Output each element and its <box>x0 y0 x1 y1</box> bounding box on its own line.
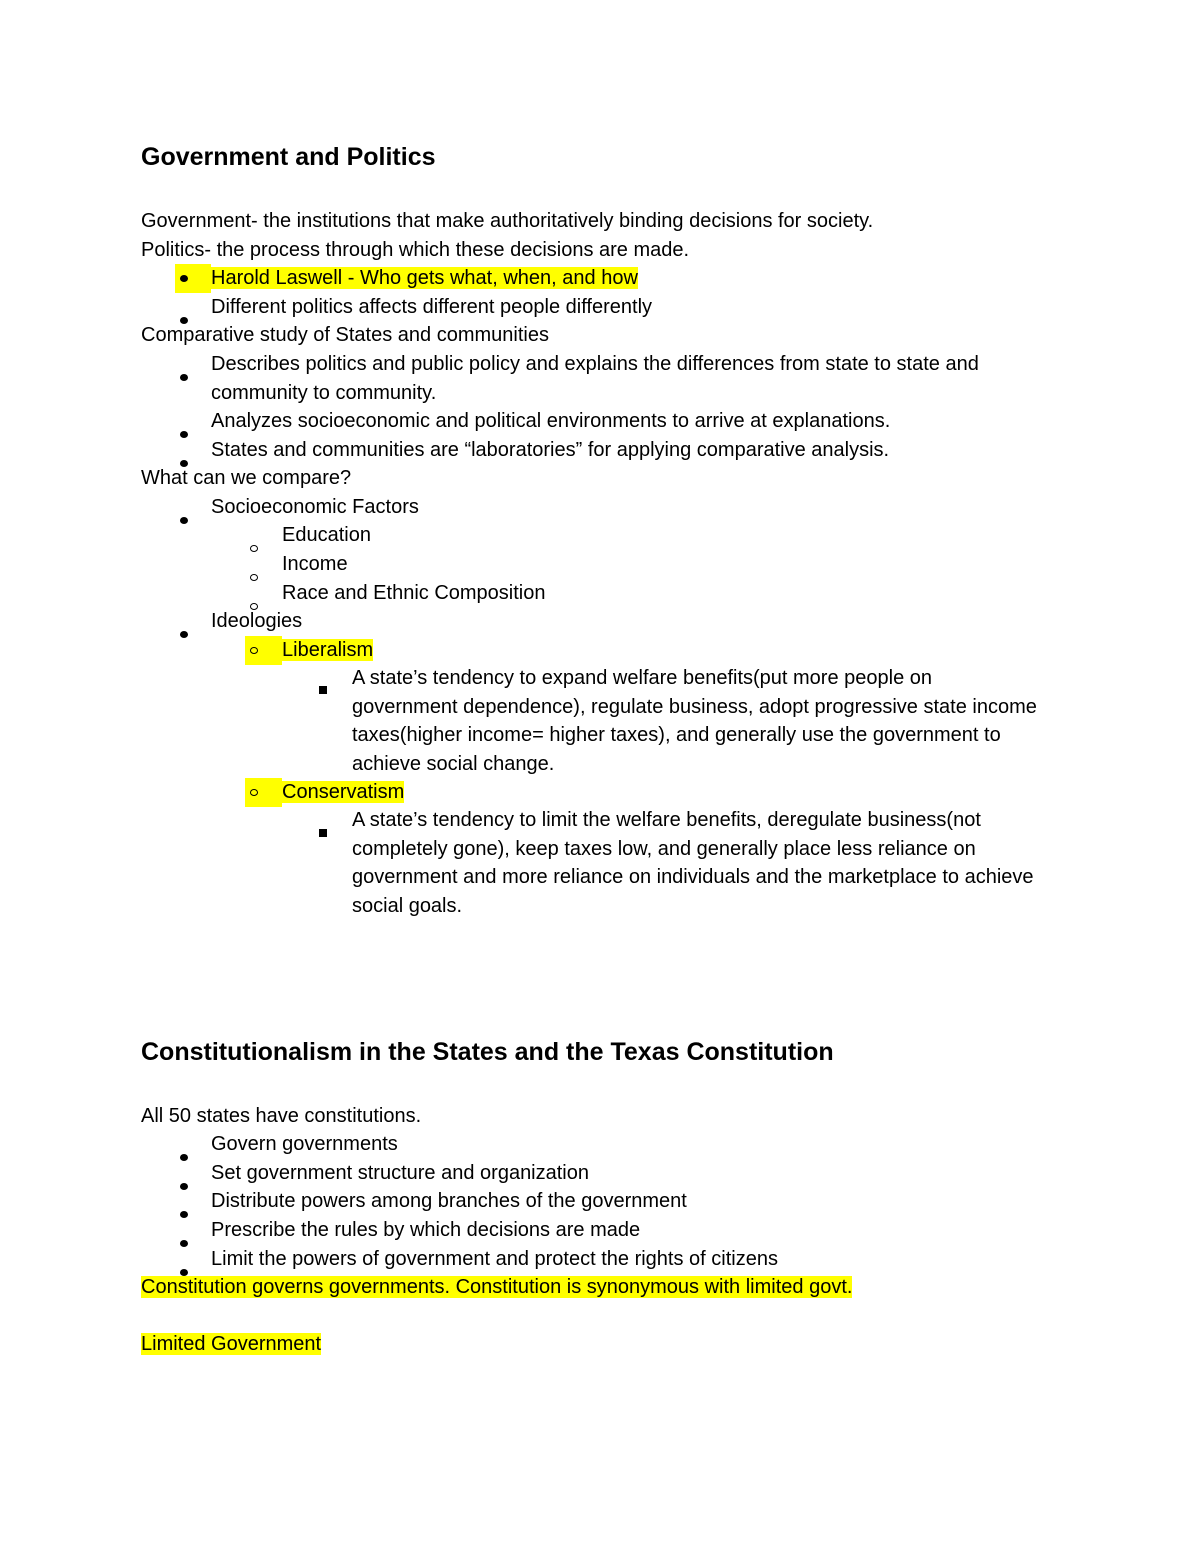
list-item: Govern governments <box>211 1133 398 1155</box>
disc-bullet-icon <box>180 1154 188 1161</box>
square-bullet-icon <box>319 829 327 837</box>
circle-bullet-icon <box>250 789 258 796</box>
bullet-marker <box>245 778 282 807</box>
sub-list-item: Education <box>282 524 371 546</box>
disc-bullet-icon <box>180 431 188 438</box>
bullet-marker <box>245 636 282 665</box>
comparative-heading: Comparative study of States and communities <box>141 324 549 346</box>
list-item: States and communities are “laboratories” for applying comparative analysis. <box>211 439 890 461</box>
definition-government: Government- the institutions that make authoritatively binding decisions for society. <box>141 210 874 232</box>
list-item: Socioeconomic Factors <box>211 496 419 518</box>
definition-politics: Politics- the process through which these decisions are made. <box>141 239 690 261</box>
sub-list-item: Race and Ethnic Composition <box>282 582 546 604</box>
highlight-statement <box>141 1273 852 1302</box>
disc-bullet-icon <box>180 631 188 638</box>
liberalism-description: A state’s tendency to expand welfare benefits(put more people on government dependence), regulate business, adopt progressive state income taxes(higher income= higher taxes), and generally use the government to achieve social change. <box>352 667 1037 775</box>
bullet-marker <box>250 561 258 590</box>
list-item: Analyzes socioeconomic and political environments to arrive at explanations. <box>211 410 891 432</box>
bullet-marker <box>180 1141 188 1170</box>
circle-bullet-icon <box>250 647 258 654</box>
bullet-marker <box>250 532 258 561</box>
sub-list-item: Income <box>282 553 348 575</box>
bullet-marker <box>180 504 188 533</box>
bullet-marker <box>180 1170 188 1199</box>
circle-bullet-icon <box>250 545 258 552</box>
list-item: Ideologies <box>211 610 303 632</box>
section-heading-constitutionalism: Constitutionalism in the States and the Texas Constitution <box>141 1038 834 1066</box>
bullet-marker <box>180 418 188 447</box>
conservatism-description: A state’s tendency to limit the welfare benefits, deregulate business(not completely gone), keep taxes low, and generally place less reliance on government and more reliance on individuals and the marketplace to achieve social goals. <box>352 809 1034 917</box>
square-bullet-icon <box>319 686 327 694</box>
bullet-marker <box>180 1198 188 1227</box>
compare-question: What can we compare? <box>141 467 352 489</box>
list-item: Distribute powers among branches of the government <box>211 1190 687 1212</box>
list-item-text-highlighted: Harold Laswell - Who gets what, when, and how <box>211 267 638 289</box>
list-item: Set government structure and organization <box>211 1162 589 1184</box>
bullet-marker <box>319 817 327 846</box>
disc-bullet-icon <box>180 1183 188 1190</box>
bullet-marker <box>319 674 327 703</box>
list-item: Prescribe the rules by which decisions are made <box>211 1219 641 1241</box>
liberalism-label: Liberalism <box>282 639 374 661</box>
list-item: Describes politics and public policy and explains the differences from state to state and community to community. <box>211 353 979 404</box>
circle-bullet-icon <box>250 574 258 581</box>
list-item: Limit the powers of government and protect the rights of citizens <box>211 1248 778 1270</box>
bullet-marker <box>180 1227 188 1256</box>
bullet-marker <box>180 618 188 647</box>
sub-list-item <box>282 636 373 665</box>
disc-bullet-icon <box>180 517 188 524</box>
section-heading-government-politics: Government and Politics <box>141 143 436 171</box>
limited-government-label <box>141 1330 321 1359</box>
disc-bullet-icon <box>180 374 188 381</box>
limited-government-text: Limited Government <box>141 1333 322 1355</box>
disc-bullet-icon <box>180 1240 188 1247</box>
bullet-marker <box>180 361 188 390</box>
bullet-marker <box>175 264 211 293</box>
conservatism-label: Conservatism <box>282 781 405 803</box>
highlight-statement-text: Constitution governs governments. Constitution is synonymous with limited govt. <box>141 1276 853 1298</box>
disc-bullet-icon <box>180 275 188 282</box>
list-item: Different politics affects different people differently <box>211 296 653 318</box>
sub-list-item <box>282 778 404 807</box>
disc-bullet-icon <box>180 1211 188 1218</box>
list-item <box>211 264 638 293</box>
constitutions-intro: All 50 states have constitutions. <box>141 1105 422 1127</box>
